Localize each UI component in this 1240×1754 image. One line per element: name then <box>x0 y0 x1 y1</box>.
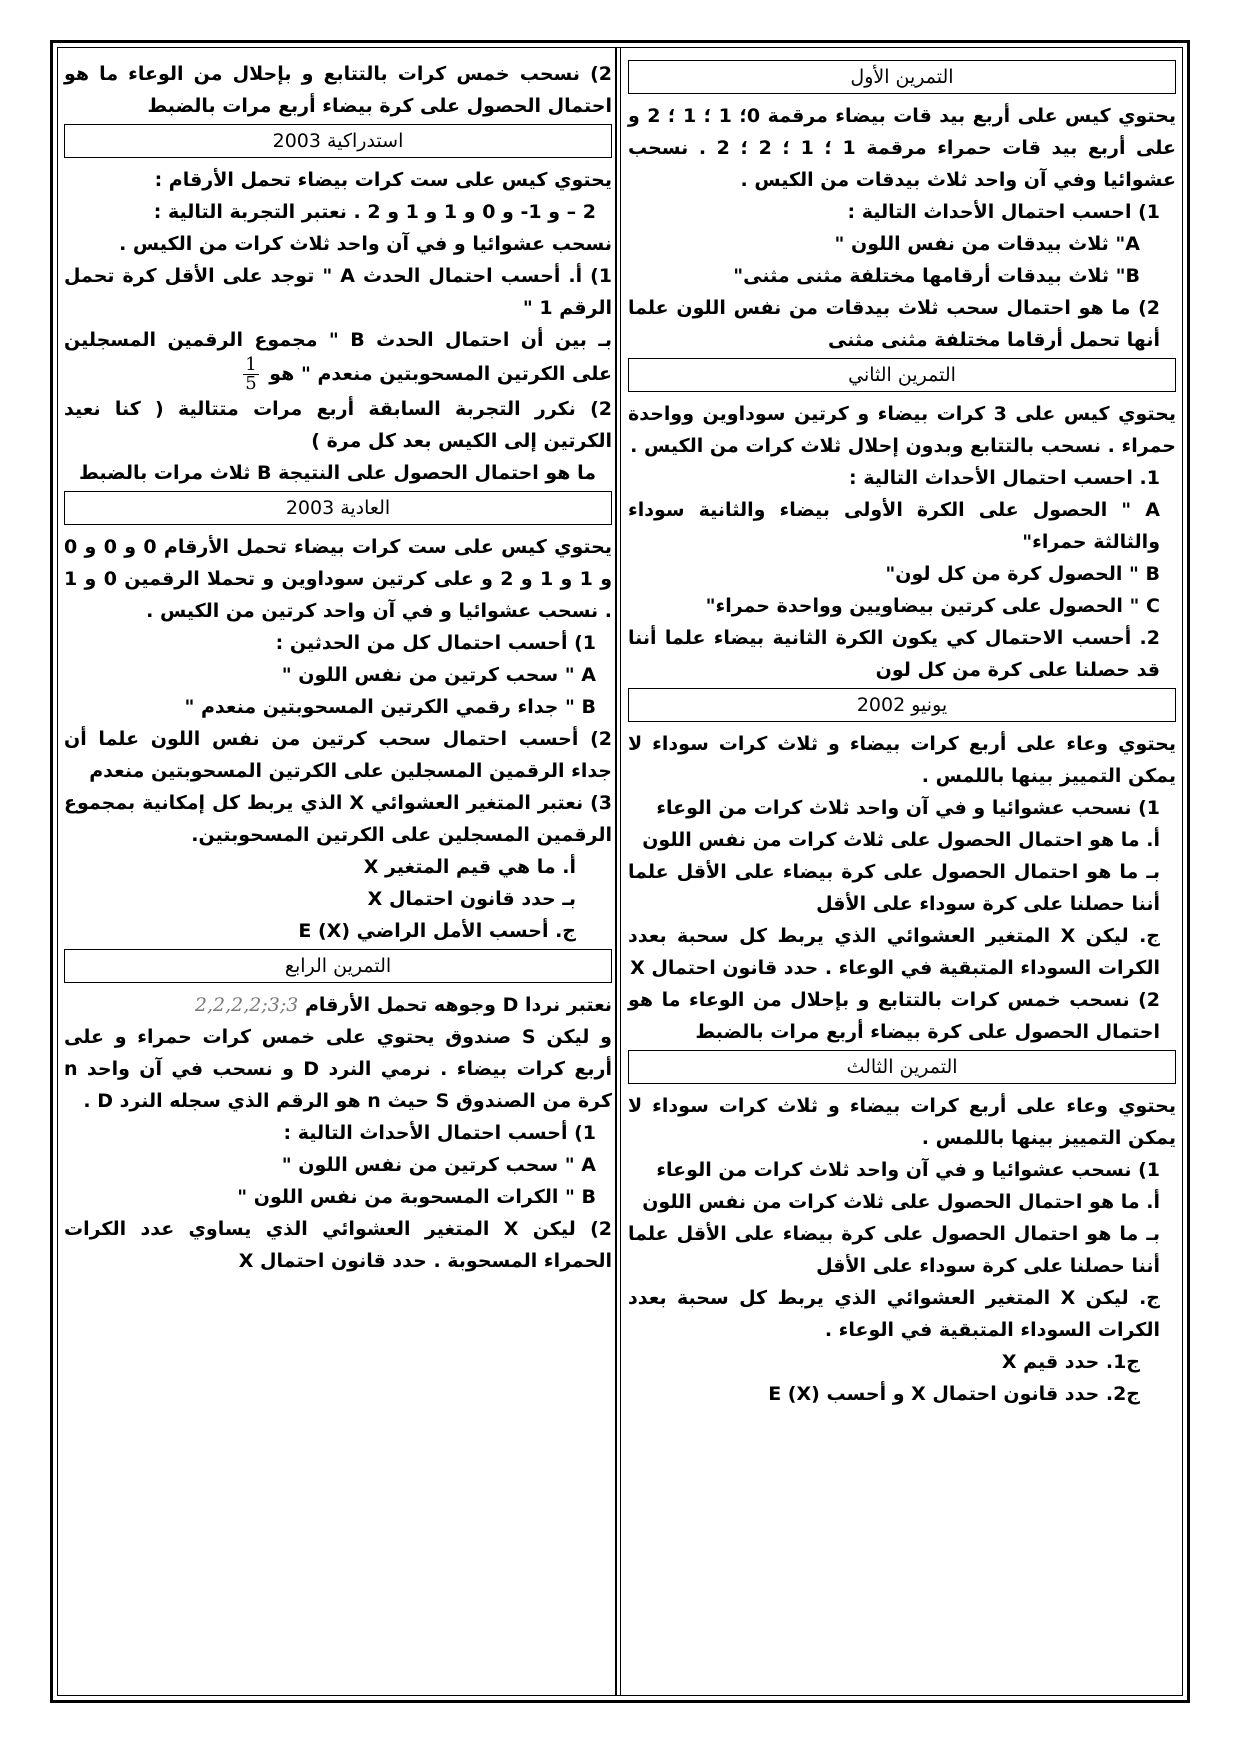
exercise-2-q2: 2. أحسب الاحتمال كي يكون الكرة الثانية بيضاء علما أننا قد حصلنا على كرة من كل لون <box>628 627 1160 681</box>
exercise-1-event-b: B" ثلاث بيدقات أرقامها مختلفة مثنى مثنى" <box>733 265 1140 287</box>
resit-2003-title: استدراكية 2003 <box>64 124 612 158</box>
left-column <box>64 58 612 1685</box>
normal-2003-event-a: A " سحب كرتين من نفس اللون " <box>281 664 596 686</box>
june-2002-title: يونيو 2002 <box>628 688 1176 722</box>
resit-2003-intro-3: نسحب عشوائيا و في آن واحد ثلاث كرات من الكيس . <box>119 233 612 255</box>
exercise-1-q1: 1) احسب احتمال الأحداث التالية : <box>847 201 1160 223</box>
exercise-1-title: التمرين الأول <box>628 60 1176 94</box>
right-column <box>628 58 1176 1685</box>
normal-2003-q3b: بـ حدد قانون احتمال X <box>367 888 576 910</box>
normal-2003-q3a: أ. ما هي قيم المتغير X <box>363 856 576 878</box>
exercise-3-q1: 1) نسحب عشوائيا و في آن واحد ثلاث كرات من الوعاء <box>656 1159 1160 1181</box>
resit-2003-intro-2: 2 – و 1- و 0 و 1 و 1 و 2 . نعتبر التجربة التالية : <box>153 201 596 223</box>
exercise-1-q2: 2) ما هو احتمال سحب ثلاث بيدقات من نفس اللون علما أنها تحمل أرقاما مختلفة مثنى مثنى <box>628 297 1160 351</box>
exercise-2-intro: يحتوي كيس على 3 كرات بيضاء و كرتين سوداوين وواحدة حمراء . نسحب بالتتابع وبدون إحلال ثلاث كرات من الكيس . <box>628 403 1177 457</box>
exercise-3-intro: يحتوي وعاء على أربع كرات بيضاء و ثلاث كرات سوداء لا يمكن التمييز بينها باللمس . <box>628 1095 1176 1149</box>
page-frame <box>50 40 1190 1703</box>
resit-2003-q2: 2) نكرر التجربة السابقة أربع مرات متتالية ( كنا نعيد الكرتين إلى الكيس بعد كل مرة ) <box>64 398 612 452</box>
june-2002-intro: يحتوي وعاء على أربع كرات بيضاء و ثلاث كرات سوداء لا يمكن التمييز بينها باللمس . <box>628 733 1176 787</box>
exercise-2-event-a: A " الحصول على الكرة الأولى بيضاء والثانية سوداء والثالثة حمراء" <box>628 499 1160 553</box>
resit-2003-q1b-wrap <box>64 324 612 393</box>
exercise-2-title: التمرين الثاني <box>628 358 1176 392</box>
exercise-4-title: التمرين الرابع <box>64 949 612 983</box>
die-digits: 3;3;2,2,2,2 <box>194 994 299 1016</box>
exercise-3-q1-c1: ج1. حدد قيم X <box>1001 1351 1140 1373</box>
exercise-3-q1-c: ج. ليكن X المتغير العشوائي الذي يربط كل سحبة بعدد الكرات السوداء المتبقية في الوعاء . <box>628 1287 1160 1341</box>
normal-2003-title: العادية 2003 <box>64 491 612 525</box>
june-2002-q2: 2) نسحب خمس كرات بالتتابع و بإحلال من الوعاء ما هو احتمال الحصول على كرة بيضاء أربع مرات بالضبط <box>628 989 1160 1043</box>
fraction-numerator: 1 <box>245 354 257 375</box>
resit-2003-q2b: ما هو احتمال الحصول على النتيجة B ثلاث مرات بالضبط <box>79 462 596 484</box>
normal-2003-intro: يحتوي كيس على ست كرات بيضاء تحمل الأرقام 0 و 0 و 0 و 1 و 1 و 2 و على كرتين سوداوين و تحملا الرقمين 0 و 1 . نسحب عشوائيا و في آن واحد كرتين من الكيس . <box>64 536 613 622</box>
exercise-4-intro-2: و ليكن S صندوق يحتوي على خمس كرات حمراء و على أربع كرات بيضاء . نرمي النرد D و نسحب في آن واحد n كرة من الصندوق S حيث n هو الرقم الذي سجله النرد D . <box>64 1026 612 1112</box>
normal-2003-q1: 1) أحسب احتمال كل من الحدثين : <box>275 632 596 654</box>
exercise-3-q1-c2: ج2. حدد قانون احتمال X و أحسب E (X) <box>768 1383 1140 1405</box>
exercise-1-event-a: A" ثلاث بيدقات من نفس اللون " <box>834 233 1140 255</box>
exercise-4-q2: 2) ليكن X المتغير العشوائي الذي يساوي عدد الكرات الحمراء المسحوبة . حدد قانون احتمال X <box>64 1218 612 1272</box>
exercise-4-intro-1: نعتبر نردا D وجوهه تحمل الأرقام <box>304 994 612 1016</box>
exercise-1-intro: يحتوي كيس على أربع بيد قات بيضاء مرقمة 0؛ 1 ؛ 1 ؛ 2 و على أربع بيد قات حمراء مرقمة 1 ؛ 1 ؛ 2 ؛ 2 . نسحب عشوائيا وفي آن واحد ثلاث بيدقات من الكيس . <box>628 105 1176 191</box>
exercise-3-title: التمرين الثالث <box>628 1050 1176 1084</box>
top-continuation-q2: 2) نسحب خمس كرات بالتتابع و بإحلال من الوعاء ما هو احتمال الحصول على كرة بيضاء أربع مرات بالضبط <box>64 63 612 117</box>
exercise-3-q1-b: بـ ما هو احتمال الحصول على كرة بيضاء على الأقل علما أننا حصلنا على كرة سوداء على الأقل <box>628 1223 1160 1277</box>
exercise-2-event-c: C " الحصول على كرتين بيضاويين وواحدة حمراء" <box>705 595 1160 617</box>
column-divider <box>615 48 617 1695</box>
column-divider-inner <box>620 48 621 1695</box>
exercise-3-q1-a: أ. ما هو احتمال الحصول على ثلاث كرات من نفس اللون <box>642 1191 1160 1213</box>
exercise-4-event-a: A " سحب كرتين من نفس اللون " <box>281 1154 596 1176</box>
exercise-4-intro-line <box>64 989 612 1021</box>
normal-2003-event-b: B " جداء رقمي الكرتين المسحوبتين منعدم " <box>184 696 596 718</box>
normal-2003-q2: 2) أحسب احتمال سحب كرتين من نفس اللون علما أن جداء الرقمين المسجلين على الكرتين المسحوبتين منعدم <box>64 728 612 782</box>
resit-2003-intro-1: يحتوي كيس على ست كرات بيضاء تحمل الأرقام : <box>154 169 612 191</box>
exercise-2-q1: 1. احسب احتمال الأحداث التالية : <box>849 467 1160 489</box>
exercise-2-event-b: B " الحصول كرة من كل لون" <box>885 563 1160 585</box>
fraction-one-fifth <box>243 356 258 393</box>
june-2002-q1-c: ج. ليكن X المتغير العشوائي الذي يربط كل سحبة بعدد الكرات السوداء المتبقية في الوعاء . حدد قانون احتمال X <box>628 925 1160 979</box>
exercise-4-event-b: B " الكرات المسحوبة من نفس اللون " <box>237 1186 596 1208</box>
exercise-4-q1: 1) أحسب احتمال الأحداث التالية : <box>283 1122 596 1144</box>
june-2002-q1-a: أ. ما هو احتمال الحصول على ثلاث كرات من نفس اللون <box>642 829 1160 851</box>
june-2002-q1: 1) نسحب عشوائيا و في آن واحد ثلاث كرات من الوعاء <box>656 797 1160 819</box>
resit-2003-q1a: 1) أ. أحسب احتمال الحدث A " توجد على الأقل كرة تحمل الرقم 1 " <box>64 265 612 319</box>
fraction-denominator: 5 <box>245 373 257 394</box>
normal-2003-q3: 3) نعتبر المتغير العشوائي X الذي يربط كل إمكانية بمجموع الرقمين المسجلين على الكرتين المسحوبتين. <box>64 792 612 846</box>
inner-frame <box>57 47 1183 1696</box>
normal-2003-q3c: ج. أحسب الأمل الراضي E (X) <box>298 920 576 942</box>
june-2002-q1-b: بـ ما هو احتمال الحصول على كرة بيضاء على الأقل علما أننا حصلنا على كرة سوداء على الأقل <box>628 861 1160 915</box>
resit-2003-q1b: بـ بين أن احتمال الحدث B " مجموع الرقمين المسجلين على الكرتين المسحوبتين منعدم " هو <box>64 329 612 385</box>
